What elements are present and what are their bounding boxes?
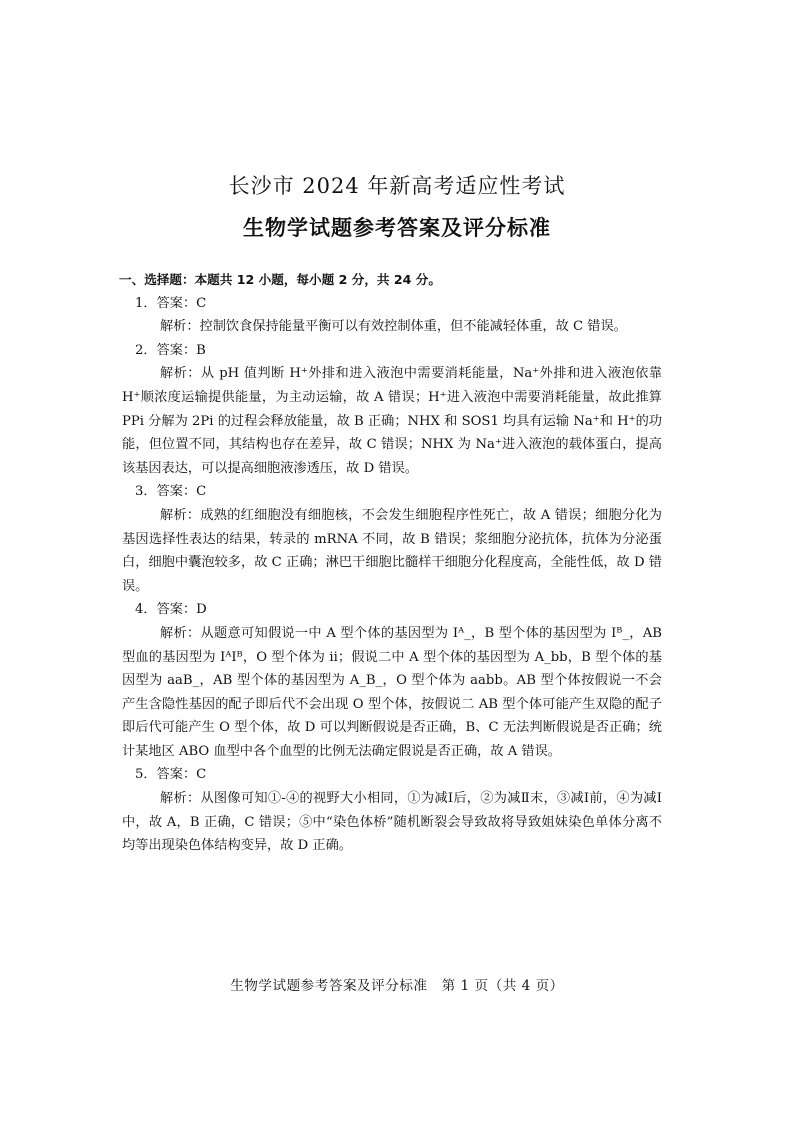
document-subtitle: 生物学试题参考答案及评分标准 bbox=[243, 216, 551, 240]
analysis-text: 解析：从图像可知①-④的视野大小相同，①为减Ⅰ后，②为减Ⅱ末，③减Ⅰ前，④为减Ⅰ中，故 A，B 正确，C 错误；⑤中“染色体桥”随机断裂会导致故将导致姐妹染色单体分离不均等出现染色体结构变异，故 D 正确。 bbox=[122, 791, 662, 854]
analysis-text: 解析：成熟的红细胞没有细胞核，不会发生细胞程序性死亡，故 A 错误；细胞分化为基因选择性表达的结果，转录的 mRNA 不同，故 B 错误；浆细胞分泌抗体，抗体为分泌蛋白，细胞中囊泡较多，故 C 正确；淋巴干细胞比髓样干细胞分化程度高，全能性低，故 D 错误。 bbox=[122, 507, 662, 594]
question-item bbox=[122, 763, 662, 857]
answer-line: 3．答案：C bbox=[135, 484, 207, 500]
analysis-text: 解析：从题意可知假说一中 A 型个体的基因型为 Iᴬ_，B 型个体的基因型为 Iᴮ_，AB 型血的基因型为 IᴬIᴮ，O 型个体为 ii；假说二中 A 型个体的基因型为 A_bb，B 型个体的基因型为 aaB_，AB 型个体的基因型为 A_B_，O 型个体为 aabb。AB 型个体按假说一不会产生含隐性基因的配子即后代不会出现 O 型个体，按假说二 AB 型个体可能产生双隐的配子即后代可能产生 O 型个体，故 D 可以判断假说是否正确，B、C 无法判断假说是否正确；统计某地区 ABO 血型中各个血型的比例无法确定假说是否正确，故 A 错误。 bbox=[122, 625, 662, 759]
exam-title: 长沙市 2024 年新高考适应性考试 bbox=[228, 174, 566, 198]
answer-line: 1．答案：C bbox=[135, 295, 207, 311]
question-item bbox=[122, 339, 662, 481]
answers-section bbox=[119, 268, 662, 858]
answer-line: 4．答案：D bbox=[135, 602, 207, 618]
answer-line: 2．答案：B bbox=[135, 342, 206, 358]
question-item bbox=[122, 598, 662, 763]
page-footer: 生物学试题参考答案及评分标准 第 1 页（共 4 页） bbox=[230, 978, 564, 994]
question-item bbox=[122, 292, 662, 339]
analysis-text: 解析：控制饮食保持能量平衡可以有效控制体重，但不能减轻体重，故 C 错误。 bbox=[160, 319, 627, 335]
analysis-text: 解析：从 pH 值判断 H⁺外排和进入液泡中需要消耗能量，Na⁺外排和进入液泡依靠 H⁺顺浓度运输提供能量，为主动运输，故 A 错误；H⁺进入液泡中需要消耗能量，故此推算 PPi 分解为 2Pi 的过程会释放能量，故 B 正确；NHX 和 SOS1 均具有运输 Na⁺和 H⁺的功能，但位置不同，其结构也存在差异，故 C 错误；NHX 为 Na⁺进入液泡的载体蛋白，提高该基因表达，可以提高细胞液渗透压，故 D 错误。 bbox=[122, 366, 662, 476]
question-item bbox=[122, 480, 662, 598]
answer-line: 5．答案：C bbox=[135, 767, 207, 783]
section-heading: 一、选择题：本题共 12 小题，每小题 2 分，共 24 分。 bbox=[119, 272, 441, 287]
